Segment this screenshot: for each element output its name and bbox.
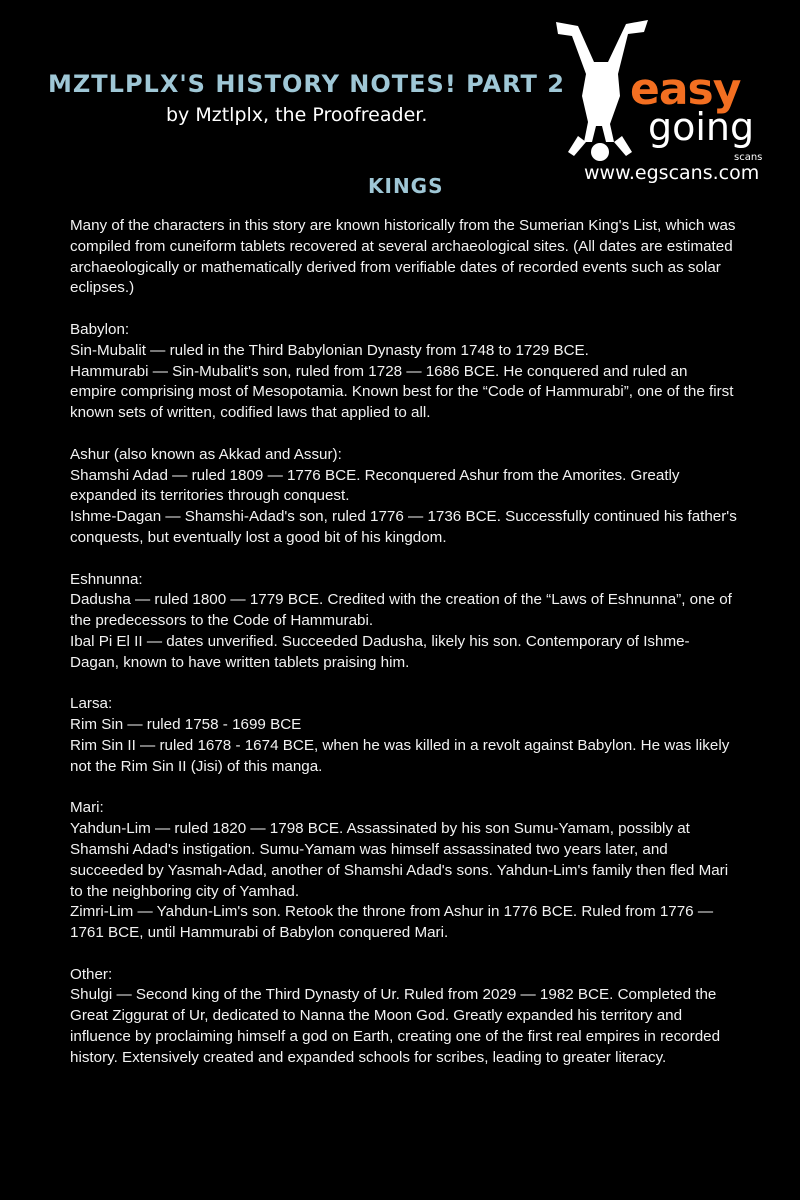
- king-entry: Yahdun-Lim — ruled 1820 — 1798 BCE. Assassinated by his son Sumu-Yamam, possibly at Shamshi Adad's instigation. Sumu-Yamam was himself assassinated two years later, and succeeded by Yasmah-Adad, another of Shamshi Adad's sons. Yahdun-Lim's family then fled Mari to the neighboring city of Yamhad.: [70, 820, 729, 900]
- king-entry: Shamshi Adad — ruled 1809 — 1776 BCE. Reconquered Ashur from the Amorites. Greatly expanded its territories through conquest.: [70, 466, 680, 505]
- region-heading: Larsa:: [70, 695, 113, 713]
- king-entry: Zimri-Lim — Yahdun-Lim's son. Retook the throne from Ashur in 1776 BCE. Ruled from 1776 — 1761 BCE, until Hammurabi of Babylon conquered Mari.: [70, 903, 714, 942]
- section-title: KINGS: [368, 174, 444, 198]
- region-heading: Ashur (also known as Akkad and Assur):: [70, 445, 342, 463]
- king-entry: Dadusha — ruled 1800 — 1779 BCE. Credited with the creation of the “Laws of Eshnunna”, one of the predecessors to the Code of Hammurabi.: [70, 591, 732, 630]
- king-entry: Hammurabi — Sin-Mubalit's son, ruled from 1728 — 1686 BCE. He conquered and ruled an empire comprising most of Mesopotamia. Known best for the “Code of Hammurabi”, one of the first known sets of written, codified laws that applied to all.: [70, 362, 734, 422]
- region-heading: Mari:: [70, 799, 104, 817]
- easy-going-scans-logo: [548, 18, 788, 188]
- king-entry: Ishme-Dagan — Shamshi-Adad's son, ruled 1776 — 1736 BCE. Successfully continued his father's conquests, but eventually lost a good bit of his kingdom.: [70, 508, 737, 546]
- king-entry: Shulgi — Second king of the Third Dynasty of Ur. Ruled from 2029 — 1982 BCE. Completed the Great Ziggurat of Ur, dedicated to Nanna the Moon God. Greatly expanded his territory and influence by proclaiming himself a god on Earth, creating one of the first real empires in recorded history. Extensively created and expanded schools for scribes, leading to greater literacy.: [70, 986, 721, 1066]
- king-entry: Rim Sin — ruled 1758 - 1699 BCE: [70, 716, 302, 734]
- byline: by Mztlplx, the Proofreader.: [166, 104, 428, 126]
- logo-scans-text: scans: [734, 152, 763, 163]
- king-entry: Sin-Mubalit — ruled in the Third Babylonian Dynasty from 1748 to 1729 BCE.: [70, 341, 589, 359]
- logo-url: www.egscans.com: [584, 162, 760, 184]
- region-heading: Eshnunna:: [70, 570, 143, 588]
- intro-paragraph: Many of the characters in this story are known historically from the Sumerian King's List, which was compiled from cuneiform tablets recovered at several archaeological sites. (All dates are estimated archaeologically or mathematically derived from verifiable dates of recorded events such as solar eclipses.): [70, 217, 736, 297]
- region-heading: Babylon:: [70, 320, 130, 338]
- king-entry: Ibal Pi El II — dates unverified. Succeeded Dadusha, likely his son. Contemporary of Ishme-Dagan, known to have written tablets praising him.: [70, 632, 690, 671]
- notes-body: [70, 216, 738, 1069]
- logo-easy-text: easy: [630, 64, 741, 115]
- logo-going-text: going: [648, 105, 755, 149]
- king-entry: Rim Sin II — ruled 1678 - 1674 BCE, when he was killed in a revolt against Babylon. He was likely not the Rim Sin II (Jisi) of this manga.: [70, 736, 730, 775]
- region-heading: Other:: [70, 965, 113, 983]
- page-title: MZTLPLX'S HISTORY NOTES! PART 2: [48, 70, 565, 98]
